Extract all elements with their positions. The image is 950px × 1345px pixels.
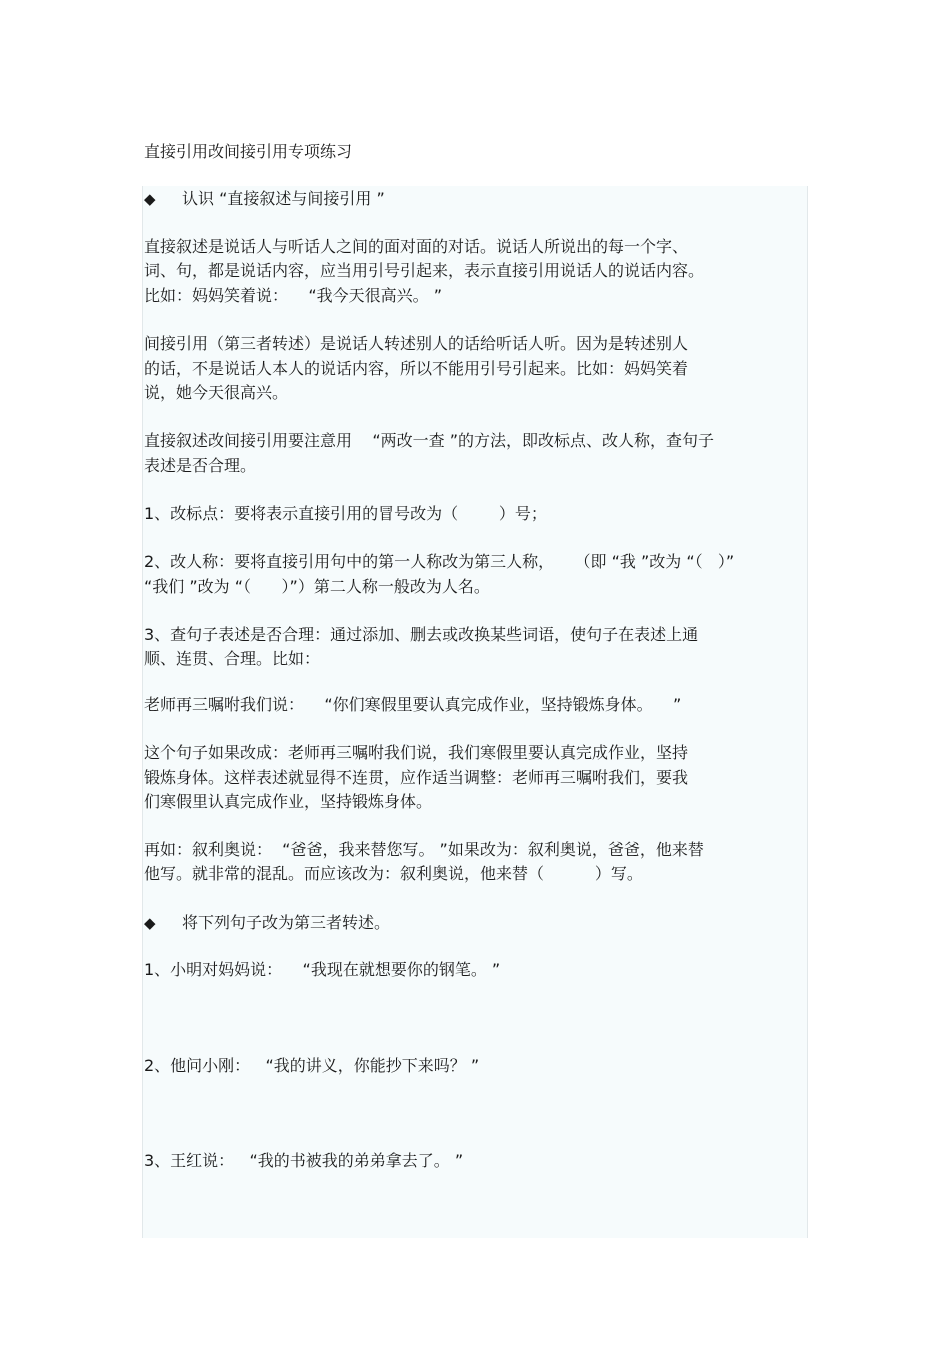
paragraph-3-line-1: 直接叙述改间接引用要注意用 “两改一查 ”的方法，即改标点、改人称，查句子 xyxy=(144,431,715,450)
question-3: 3、王红说： “我的书被我的弟弟拿去了。 ” xyxy=(144,1151,464,1170)
paragraph-2-line-1: 间接引用（第三者转述）是说话人转述别人的话给听话人听。因为是转述别人 xyxy=(144,334,689,353)
paragraph-5-line-2: 他写。就非常的混乱。而应该改为：叙利奥说，他来替（ ）写。 xyxy=(144,864,643,883)
rule-3-line-2: 顺、连贯、合理。比如： xyxy=(144,649,321,668)
paragraph-2-line-2: 的话，不是说话人本人的说话内容，所以不能用引号引起来。比如：妈妈笑着 xyxy=(144,359,689,378)
paragraph-1-line-1: 直接叙述是说话人与听话人之间的面对面的对话。说话人所说出的每一个字、 xyxy=(144,237,689,256)
bullet-diamond-icon: ◆ xyxy=(144,190,156,208)
paragraph-5-line-1: 再如：叙利奥说： “爸爸，我来替您写。 ”如果改为：叙利奥说，爸爸，他来替 xyxy=(144,840,704,859)
document-title: 直接引用改间接引用专项练习 xyxy=(144,142,353,161)
section-heading-1: 认识 “直接叙述与间接引用 ” xyxy=(182,189,385,208)
paragraph-3-line-2: 表述是否合理。 xyxy=(144,456,257,475)
bullet-diamond-icon: ◆ xyxy=(144,914,156,932)
example-sentence: 老师再三嘱咐我们说： “你们寒假里要认真完成作业，坚持锻炼身体。 ” xyxy=(144,695,682,714)
section-heading-2: 将下列句子改为第三者转述。 xyxy=(182,913,391,932)
rule-1: 1、改标点：要将表示直接引用的冒号改为（ ）号； xyxy=(144,504,547,523)
paragraph-4-line-3: 们寒假里认真完成作业，坚持锻炼身体。 xyxy=(144,792,433,811)
question-2: 2、他问小刚： “我的讲义，你能抄下来吗？ ” xyxy=(144,1056,480,1075)
paragraph-4-line-2: 锻炼身体。这样表述就显得不连贯，应作适当调整：老师再三嘱咐我们，要我 xyxy=(144,768,689,787)
paragraph-1-line-3: 比如：妈妈笑着说： “我今天很高兴。 ” xyxy=(144,286,443,305)
rule-3-line-1: 3、查句子表述是否合理：通过添加、删去或改换某些词语，使句子在表述上通 xyxy=(144,625,699,644)
rule-2-line-2: “我们 ”改为 “（ ）”）第二人称一般改为人名。 xyxy=(144,577,490,596)
paragraph-2-line-3: 说，她今天很高兴。 xyxy=(144,383,289,402)
rule-2-line-1: 2、改人称：要将直接引用句中的第一人称改为第三人称， （即 “我 ”改为 “（ ）” xyxy=(144,552,735,571)
paragraph-1-line-2: 词、句，都是说话内容，应当用引号引起来，表示直接引用说话人的说话内容。 xyxy=(144,261,705,280)
paragraph-4-line-1: 这个句子如果改成：老师再三嘱咐我们说，我们寒假里要认真完成作业，坚持 xyxy=(144,743,689,762)
question-1: 1、小明对妈妈说： “我现在就想要你的钢笔。 ” xyxy=(144,960,501,979)
